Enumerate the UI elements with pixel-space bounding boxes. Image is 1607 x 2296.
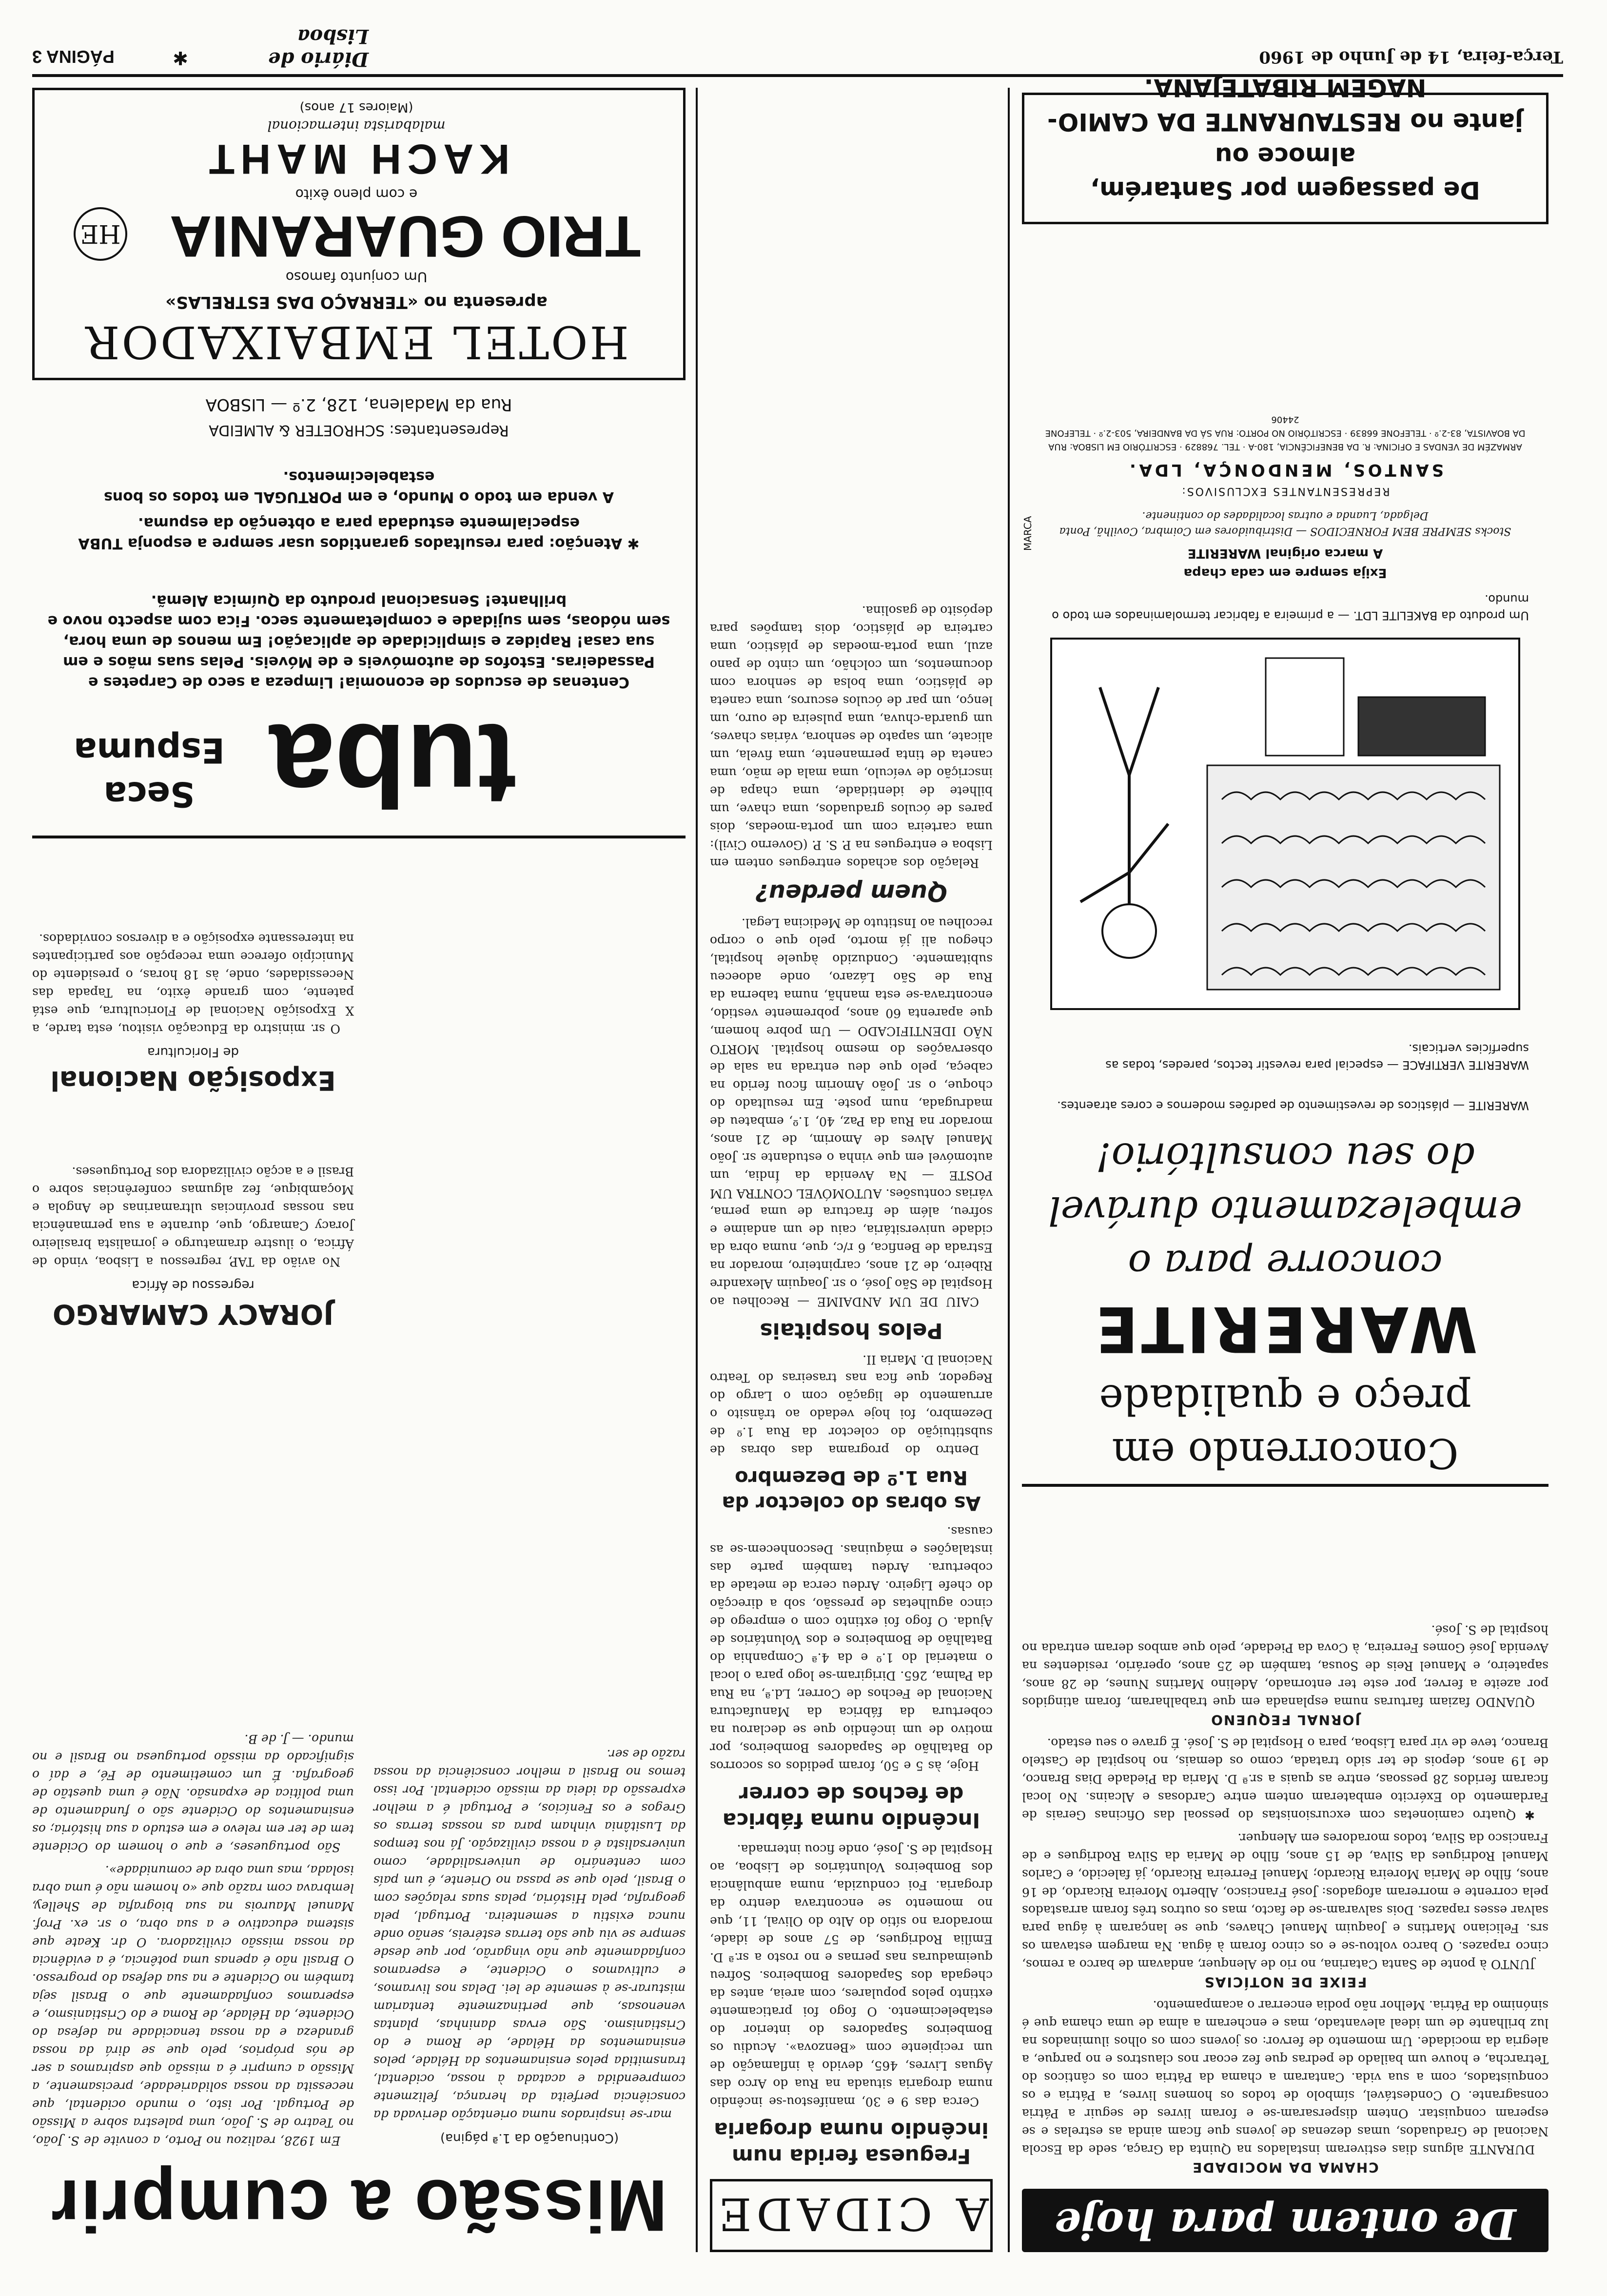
jornal-kicker: JORNAL FEQUENO — [1210, 1712, 1360, 1728]
missao-body2: Em 1928, realizou no Porto, a convite de S. João, no Teatro de S. João, uma palestra sobre a Missão de Portugal. Por isto, o mundo ocidental, que necessita da nossa solidariedade, precisamente, a Missão a cumprir é a missão que aspiramos a ser de nós próprios, pelo que se dirá da nossa grandeza e da nossa tenacidade na defesa do Ocidente, da Hélade, de Roma e do Cristianismo, e esperamos confiadamente que o Brasil seja também no Ocidente e na sua defesa do progresso. O Brasil não é apenas uma potência, é a evidência da nossa missão civilizadora. O dr. Keate que sistema educativo e a sua obra, o sr. ex. Prof. Manuel Maurois na sua biografia de Shelley, lembrava com razão que «o homem não é uma obra isolada, mas uma obra de comunidade». — [32, 1863, 354, 2148]
camionetas-body: ✱ Quatro camionetas com excursionistas do pessoal das Oficinas Gerais de Fardamento do Exército embateram ontem entre Cardosas e Alcains. No local ficaram feridos 28 pessoas, entre as quais a sr.ª D. Maria da Piedade Dias Branco, de 19 anos, depois de ter sido tratada, como os demais, no hospital de Castelo Branco, teve de vir para Lisboa, para o Hospital de S. José. É grave o seu estado. — [1022, 1736, 1548, 1822]
missao-continuation: (Continuação da 1.ª página) — [440, 2131, 619, 2145]
warerite-drawing — [1041, 629, 1529, 1029]
joracy-sub: regressou de África — [132, 1278, 255, 1292]
hotel-act: TRIO GUARANIA — [169, 204, 641, 269]
tuba-reps: Representantes: SCHROETER & ALMEIDA — [209, 422, 509, 439]
tuba-label1: Espuma — [74, 730, 225, 770]
hotel-act2-desc: malabarista internacional — [267, 118, 446, 134]
cidade-b4: CAIU DE UM ANDAIME — Recolheu ao Hospital de São José, o sr. Joaquim Alexandre Ribeiro, de 21 anos, carpinteiro, morador na Estrada de Benfica, 6 r/c, que, numa obra da cidade universitária, caiu de um andaime e sofreu, além de fractura de uma perna, várias contusões. AUTOMÓVEL CONTRA UM POSTE — Na Avenida da Índia, um automóvel em que vinha o estudante sr. João Manuel Alves de Amorim, de 21 anos, morador na Rua da Paz, 40, 1.º, embateu de madrugada, num poste. Em resultado do choque, o sr. João Amorim ficou ferido na cabeça, pelo que deu entrada na sala de observações do mesmo hospital. MORTO NÃO IDENTIFICADO — Um pobre homem, que aparenta 60 anos, pobremente vestido, encontrava-se esta manhã, numa taberna da Rua de São Lázaro, onde adoeceu subitamente. Conduzido àquele hospital, chegou ali já morto, pelo que o corpo recolheu ao Instituto de Medicina Legal. — [710, 916, 993, 1309]
feixe-kicker: FEIXE DE NOTÍCIAS — [1203, 1974, 1367, 1990]
de-ontem-body — [1022, 1494, 1548, 2177]
tuba-ad — [32, 439, 686, 829]
missao-body: mar-se inspirados numa orientação derivada da consciência perfeita da herança, felizmente compreendida e acatada à nossa, ocidental, transmitida pelos ensinamentos da Hélade, pelos ensinamentos da Hélade, de Roma e do Cristianismo. São ervas daninhas, plantas venenosas, que pertinazmente tentariam misturar-se à semente de lei. Delas nos livramos, e cultivamos o Ocidente, e esperamos confiadamente que não vingarão, por que desde sempre se viu que são terras estéreis, senão onde nunca existiu a sementeira. Portugal, pela geografia, pela História, pelas suas relações com o Brasil, pelo que se passa no Oriente, é um país com centenário de universalidade, como universalista é a nossa civilização. Já nos tempos da Lusitânia vinham para as nossas terras os Gregos e os Fenícios, e Portugal é a melhor expressão da ideia da missão ocidental. Por isso temos no Brasil a melhor consciência da nossa razão de ser. — [373, 1747, 686, 2122]
joracy-title: JORACY CAMARGO — [52, 1298, 334, 1330]
hotel-monogram: HE — [74, 207, 127, 261]
header-star: ✱ — [173, 47, 188, 69]
warerite-exija: Exija sempre em cada chapa — [1183, 565, 1387, 580]
hotel-famous: Um conjunto famoso — [285, 269, 428, 285]
warerite-illustration — [1041, 629, 1529, 1029]
de-ontem-banner — [1022, 2189, 1548, 2252]
tuba-addr: Rua da Madalena, 128, 2.º — LISBOA — [205, 395, 512, 414]
page-label: PÁGINA 3 — [32, 47, 115, 67]
warerite-desc2: WARERITE VERTIFACE — especial para revestir tectos, paredes, todas as superfícies verticais. — [1105, 1042, 1529, 1072]
masthead: Diário de Lisboa — [268, 25, 369, 71]
restaurante-line3: NAGEM RIBATEJANA. — [1144, 74, 1427, 102]
warerite-side-label: MARCA — [1022, 516, 1034, 551]
hotel-name: HOTEL EMBAIXADOR — [84, 316, 629, 368]
cidade-b3: Dentro do programa das obras de substituição do colector da Rua 1.º de Dezembro, foi hoje vedado ao trânsito o arruamento de ligação com o Largo do Regedor, que fica nas traseiras do Teatro Nacional D. Maria II. — [710, 1353, 993, 1457]
hotel-ad — [32, 88, 686, 380]
tuba-brand: tuba — [269, 700, 517, 831]
hotel-age: (Maiores 17 anos) — [299, 100, 413, 115]
warerite-ad — [1022, 229, 1548, 1477]
exposicao-title: Exposição Nacional — [50, 1065, 336, 1096]
cidade-h4: Pelos hospitais — [760, 1318, 943, 1343]
restaurante-ad — [1022, 74, 1548, 224]
warerite-line5: do seu consultório! — [1096, 1134, 1475, 1180]
cidade-b1: Cerca das 9 e 30, manifestou-se incêndio numa drogaria situada na Rua do Arco das Águas Livres, 465, devido à inflamação de um recipiente com «Benzova». Acudiu os Bombeiros Sapadores do interior do estabelecimento. O fogo foi praticamente extinto pelos populares, com areia, antes da chegada dos Sapadores Bombeiros. Sofreu queimaduras nas pernas e no rosto a sr.ª D. Emília Rodrigues, de 57 anos de idade, moradora no sítio do Alto do Olival, 11, que no momento se encontrava dentro da drogaria. Foi conduzida, numa ambulância dos Bombeiros Voluntários de Lisboa, ao Hospital de S. José, onde ficou internada. — [710, 1842, 993, 2109]
joracy-body: No avião da TAP, regressou a Lisboa, vindo de África, o ilustre dramaturgo e jornalista brasileiro Joracy Camargo, que, durante a sua permanência nas nossas províncias ultramarinas de Angola e Moçambique, fez algumas conferências sobre o Brasil e a acção civilizadora dos Portugueses. — [32, 1165, 354, 1269]
tuba-label2: Seca — [103, 774, 195, 814]
header-date: Terça-feira, 14 de Junho de 1960 — [1259, 47, 1563, 67]
chama-body: DURANTE alguns dias estiveram instalados na Quinta da Graça, sede da Escola Nacional de Graduados, umas dezenas de jovens que ficam ainda as estrelas e se esperam conquistar. Ontem dispersaram-se e foram livres de seguir a Pátria consagrante. O Condestável, símbolo de todos os homens livres, a Pátria e os conquistados, com a sua vida. Cantaram a chama da Pátria com os cânticos do Tetrarcha, e houve um bailado de pedras que fez ecoar nos claustros e no parque, a alegria da mocidade. Um momento de fervor: os jovens com os olhos iluminados na luz brilhante de um ideal alevantado, mas e encheram a alma de uma chama que é sinónimo da Pátria. Melhor não podia encerrar o acampamento. — [1022, 1998, 1548, 2157]
page-header — [32, 25, 1563, 71]
cidade-h1: Freguesa ferida num incêndio numa drogaria — [714, 2118, 989, 2168]
cidade-b2: Hoje, às 5 e 50, foram pedidos os socorros do Batalhão de Sapadores Bombeiros, por motivo de um incêndio que se declarou na cobertura da fábrica da Manufactura Nacional de Fechos de Correr, Ld.ª, na Rua da Palma, 265. Dirigiram-se logo para o local o material do 1.º e da 4.ª Companhia do Batalhão de Bombeiros e dos Voluntários de Ajuda. O fogo foi extinto com o emprego de cinco agulhetas de pressão, sob a direcção do chefe Ligeiro. Ardeu cerca de metade da cobertura. Ardeu também parte das instalações e máquinas. Desconhecem-se as causas. — [710, 1524, 993, 1773]
warerite-reps-name: SANTOS, MENDONÇA, LDA. — [1126, 460, 1444, 480]
warerite-brand: WARERITE — [1093, 1292, 1478, 1365]
a-cidade-title-box — [710, 2179, 993, 2252]
missao-body3: São portugueses, e que o homem do Ocidente tem de ter em relevo e em estudo a sua história; os ensinamentos do Ocidente são o fundamento de uma política de expansão. Não é uma questão de geografia. É um cometimento de Fé, e daí o significado da missão portuguesa no Brasil e no mundo. — J. de B. — [32, 1732, 354, 1854]
warerite-line4: embelezamento durável — [1048, 1188, 1522, 1233]
a-cidade-body — [710, 88, 993, 2169]
exposicao-sub: de Floricultura — [147, 1045, 239, 1059]
warerite-marca: A marca original WARERITE — [1187, 546, 1383, 561]
cidade-h5: Quem perdeu? — [755, 879, 947, 906]
ad-divider-rule — [1022, 1484, 1548, 1487]
jornal-body: QUANDO faziam farturas numa esplanada em que trabalharam, foram atingidos por azeite a ferver, por este ter entornado, Adelino Martins Nunes, de 28 anos, sapateiro, e Manuel Reis de Sousa, também de 25 anos, operário, residentes na Avenida José Gomes Ferreira, à Cova da Piedade, pelo que ambos deram entrada no hospital de S. José. — [1022, 1623, 1548, 1709]
warerite-line2: preço e qualidade — [1099, 1376, 1471, 1423]
chama-kicker: CHAMA DA MOCIDADE — [1192, 2160, 1379, 2176]
a-cidade-title: A CIDADE — [714, 2188, 989, 2240]
cidade-h2: Incêndio numa fábrica de fechos de correr — [722, 1782, 980, 1832]
tuba-p2: ✱ Atenção: para resultados garantidos usar sempre a esponja TUBA especialmente estudada para a obtenção da espuma. — [78, 514, 640, 552]
exposicao-body: O sr. ministro da Educação visitou, esta tarde, a X Exposição Nacional de Floricultura, que está patente, com grande êxito, na Tapada das Necessidades, onde, às 18 horas, o presidente do Município oferece uma recepção aos participantes na interessante exposição e a diversos convidados. — [32, 932, 354, 1036]
hotel-presents: apresenta no «TERRAÇO DAS ESTRELAS» — [165, 292, 548, 312]
bakelite-note: Um produto da BAKELITE LDT. — a primeira a fabricar termolaminados em todo o mundo. — [1052, 592, 1529, 623]
tuba-p1: Centenas de escudos de economia! Limpeza a seco de Carpetes e Passadeiras. Estofos de automóveis e de Móveis. Pelas suas mãos e em sua casa! Rapidez e simplicidade de aplicação! Em menos de uma hora, sem nódoas, sem sujidade e completamente seco. Fica com aspecto novo e brilhante! Sensacional produto da Química Alemã. — [47, 592, 670, 691]
warerite-line1: Concorrendo em — [1112, 1429, 1459, 1477]
hotel-also: e com pleno êxito — [295, 186, 418, 202]
warerite-addr: ARMAZÉM DE VENDAS E OFICINA: R. DA BENEFICÊNCIA, 180-A · TEL. 768829 · ESCRITÓRIO EM LISBOA: RUA DA BOAVISTA, 83-2.º · TELEFONE 66839 · ESCRITÓRIO NO PORTO: RUA SÁ DA BANDEIRA, 503-2.º · TELEFONE 24406 — [1045, 414, 1526, 452]
missao-body-col2 — [32, 1326, 354, 2150]
warerite-line3: concorre para o — [1128, 1242, 1443, 1287]
warerite-stocks: Stocks SEMPRE BEM FORNECIDOS — Distribuidores em Coimbra, Covilhã, Ponta Delgada, Luanda e outras localidades do continente. — [1059, 509, 1511, 537]
restaurante-line1: De passagem por Santarém, almoce ou — [1090, 142, 1480, 204]
tuba-p3: A venda em todo o Mundo, e em PORTUGAL em todos os bons estabelecimentos. — [103, 468, 614, 506]
feixe-body: JUNTO à ponte de Santa Catarina, no rio de Alenquer, andavam de barco a remos, cinco rapazes. O barco voltou-se e os cinco foram à água. Na margem estavam os srs. Feliciano Martins e Joaquim Manuel Chaves, que se lançaram à água para salvar esses rapazes. Dois salvaram-se de facto, mas os outros três foram arrastados pela corrente e morreram afogados: José Francisco, Alberto Moreira Ricardo, de 16 anos, filho de Maria Moreira Ricardo; Manuel Ferreira Ricardo, já falecido, e Carlos Manuel Rodrigues da Silva, de 15 anos, filho de Maria da Silva Rodrigues e de Francisco da Silva, todos moradores em Alenquer. — [1022, 1831, 1548, 1971]
hotel-act2: KACH MAHT — [203, 136, 510, 182]
cidade-h3: As obras do colector da Rua 1.º de Dezembro — [722, 1466, 981, 1514]
restaurante-line2: jante no RESTAURANTE DA CAMIO- — [1047, 108, 1523, 136]
warerite-reps-label: REPRESENTANTES EXCLUSIVOS: — [1180, 485, 1390, 497]
missao-body-col1 — [373, 1326, 686, 2150]
de-ontem-title: De ontem para hoje — [1054, 2199, 1516, 2248]
cidade-column-rule — [696, 88, 698, 2252]
warerite-desc1: WARERITE — plásticos de revestimento de padrões modernos e cores atraentes. — [1057, 1099, 1529, 1112]
missao-title: Missão a cumprir — [50, 2165, 667, 2247]
cidade-b5: Relação dos achados entregues ontem em Lisboa e entregues na P. S. P. (Governo Civil): uma carteira com um porta-moedas, dois pares de óculos graduados, uma chave, um bilhete de identidade, uma chapa de inscrição de veículo, uma mala de mão, uma caneta de tinta permanente, uma fivela, um alicate, um sapato de senhora, várias chaves, um guarda-chuva, uma pulseira de ouro, um lenço, um par de óculos escuros, uma caneta de plástico, uma bolsa de senhora com documentos, um colchão, um cinto de pano azul, uma porta-moedas de plástico, uma carteira de plástico, dois tampões para depósito de gasolina. — [710, 603, 993, 870]
tuba-top-rule — [32, 836, 686, 838]
left-column-rule — [1008, 88, 1010, 2252]
